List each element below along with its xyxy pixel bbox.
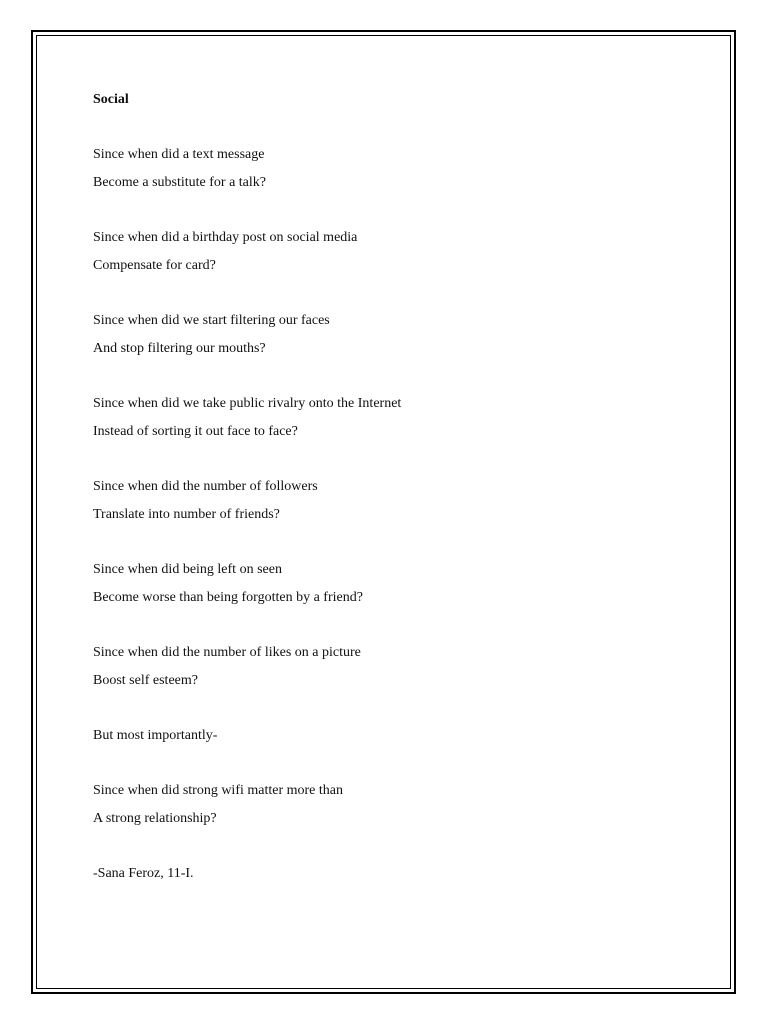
stanza <box>93 307 693 363</box>
poem-line: Since when did a text message <box>93 147 265 162</box>
poem-line: But most importantly- <box>93 728 218 743</box>
poem-line: Become a substitute for a talk? <box>93 175 266 190</box>
poem-line: Since when did the number of likes on a picture <box>93 645 361 660</box>
poem-line: And stop filtering our mouths? <box>93 341 266 356</box>
poem-line: Compensate for card? <box>93 258 216 273</box>
stanza <box>93 777 693 833</box>
stanza <box>93 390 693 446</box>
poem-line: Since when did we start filtering our faces <box>93 313 330 328</box>
signature <box>93 860 693 888</box>
poem-line: Since when did we take public rivalry onto the Internet <box>93 396 402 411</box>
poem-line: Translate into number of friends? <box>93 507 280 522</box>
stanza <box>93 141 693 197</box>
poem-line: Since when did a birthday post on social media <box>93 230 358 245</box>
poem-line: Instead of sorting it out face to face? <box>93 424 298 439</box>
stanza <box>93 473 693 529</box>
stanza <box>93 224 693 280</box>
poem-title: Social <box>93 92 129 107</box>
poem-line: Boost self esteem? <box>93 673 198 688</box>
stanza <box>93 639 693 695</box>
poem-line: A strong relationship? <box>93 811 217 826</box>
poem <box>93 86 693 888</box>
poem-line: Become worse than being forgotten by a friend? <box>93 590 363 605</box>
stanza <box>93 556 693 612</box>
poem-line: Since when did strong wifi matter more than <box>93 783 343 798</box>
poem-line: Since when did the number of followers <box>93 479 318 494</box>
stanza <box>93 722 693 750</box>
poem-line: Since when did being left on seen <box>93 562 282 577</box>
author-signature: -Sana Feroz, 11-I. <box>93 866 194 881</box>
